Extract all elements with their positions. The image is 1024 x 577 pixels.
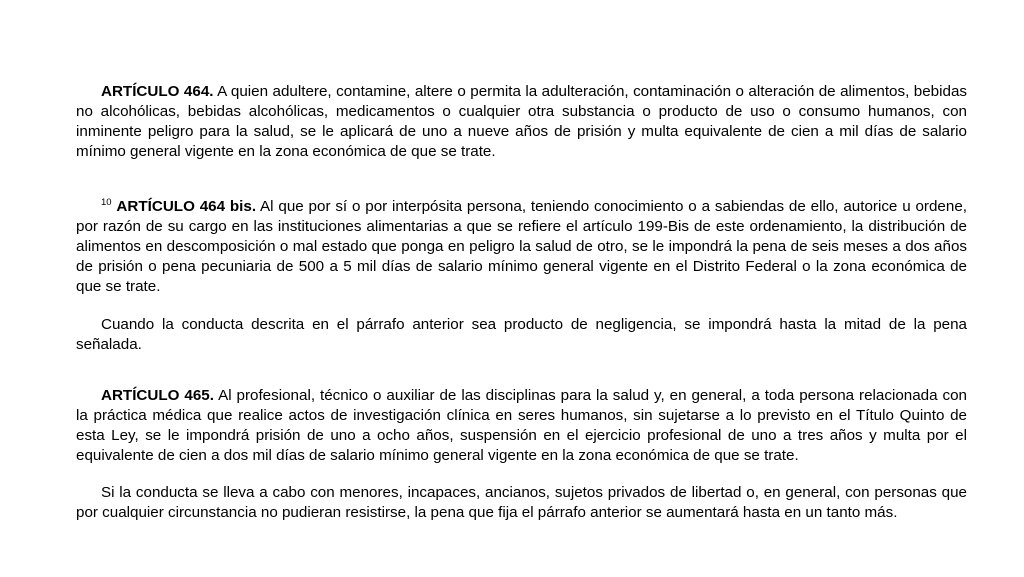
article-heading: ARTÍCULO 465.	[101, 387, 214, 404]
article-text: Cuando la conducta descrita en el párrafo anterior sea producto de negligencia, se impondrá hasta la mitad de la pena señalada.	[76, 316, 967, 353]
article-464-bis-second-paragraph	[76, 315, 967, 355]
article-text: Si la conducta se lleva a cabo con menores, incapaces, ancianos, sujetos privados de libertad o, en general, con personas que por cualquier circunstancia no pudieran resistirse, la pena que fija el párrafo anterior se aumentará hasta en un tanto más.	[76, 484, 967, 521]
document-page	[76, 82, 967, 523]
article-text: A quien adultere, contamine, altere o permita la adulteración, contaminación o alteración de alimentos, bebidas no alcohólicas, bebidas alcohólicas, medicamentos o cualquier otra substancia o producto de uso o consumo humanos, con inminente peligro para la salud, se le aplicará de uno a nueve años de prisión y multa equivalente de cien a mil días de salario mínimo general vigente en la zona económica de que se trate.	[76, 83, 967, 160]
spacer	[76, 162, 967, 197]
article-text: Al profesional, técnico o auxiliar de las disciplinas para la salud y, en general, a toda persona relacionada con la práctica médica que realice actos de investigación clínica en seres humanos, sin sujetarse a lo previsto en el Título Quinto de esta Ley, se le impondrá prisión de uno a ocho años, suspensión en el ejercicio profesional de uno a tres años y multa por el equivalente de cien a dos mil días de salario mínimo general vigente en la zona económica de que se trate.	[76, 387, 967, 464]
article-heading: ARTÍCULO 464.	[101, 83, 214, 100]
article-465-second-paragraph	[76, 483, 967, 523]
footnote-marker: 10	[101, 197, 112, 208]
article-465-paragraph	[76, 386, 967, 466]
spacer	[76, 355, 967, 386]
article-heading: ARTÍCULO 464 bis.	[116, 198, 257, 215]
spacer	[76, 297, 967, 315]
article-464-paragraph	[76, 82, 967, 162]
article-text: Al que por sí o por interpósita persona, teniendo conocimiento o a sabiendas de ello, autorice u ordene, por razón de su cargo en las instituciones alimentarias a que se refiere el artículo 199-Bis de este ordenamiento, la distribución de alimentos en descomposición o mal estado que ponga en peligro la salud de otro, se le impondrá la pena de seis meses a dos años de prisión o pena pecuniaria de 500 a 5 mil días de salario mínimo general vigente en el Distrito Federal o la zona económica de que se trate.	[76, 198, 967, 295]
spacer	[76, 466, 967, 483]
article-464-bis-paragraph	[76, 197, 967, 297]
